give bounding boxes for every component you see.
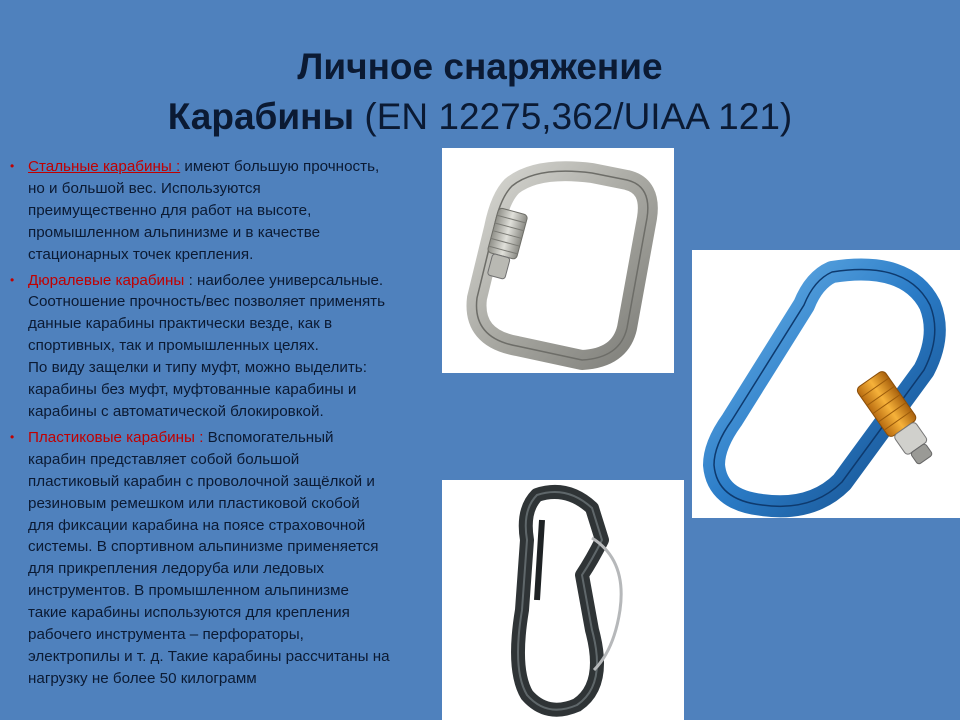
bullet-steel: [10, 156, 442, 266]
steel-carabiner-image: [442, 148, 674, 373]
bullet-dot-icon: •: [10, 429, 15, 444]
bullet-text: : наиболее универсальные.: [184, 271, 384, 289]
bullet-list: [10, 156, 442, 694]
bullet-text: резиновым ремешком или пластиковой скобой: [28, 494, 360, 512]
bullet-keyword: Пластиковые карабины :: [28, 428, 204, 446]
bullet-text: но и большой вес. Используются: [28, 179, 261, 197]
bullet-text: имеют большую прочность,: [180, 158, 380, 175]
title-line-2-bold: Карабины: [167, 96, 355, 137]
bullet-text: преимущественно для работ на высоте,: [28, 201, 312, 219]
title-line-2: [168, 96, 792, 137]
bullet-text: стационарных точек крепления.: [28, 245, 254, 263]
bullet-text: рабочего инструмента – перфораторы,: [28, 626, 304, 644]
bullet-text: пластиковый карабин с проволочной защёлкой и: [28, 472, 375, 490]
bullet-text: нагрузку не более 50 килограмм: [28, 669, 257, 687]
plastic-carabiner-image: [442, 480, 684, 720]
slide-title: [0, 42, 960, 142]
bullet-text: для фиксации карабина на поясе страховочной: [28, 516, 366, 534]
bullet-keyword: Стальные карабины :: [28, 158, 181, 175]
bullet-text: По виду защелки и типу муфт, можно выделить:: [28, 359, 367, 377]
bullet-text: промышленном альпинизме и в качестве: [28, 223, 321, 241]
bullet-dot-icon: •: [10, 272, 15, 287]
bullet-text: Вспомогательный: [203, 428, 334, 446]
bullet-text: электропилы и т. д. Такие карабины рассчитаны на: [28, 647, 390, 665]
bullet-text: карабины с автоматической блокировкой.: [28, 402, 324, 420]
bullet-keyword: Дюралевые карабины: [28, 271, 185, 289]
bullet-text: Соотношение прочность/вес позволяет применять: [28, 293, 386, 311]
aluminum-carabiner-image: [692, 250, 960, 518]
bullet-aluminum: [10, 270, 442, 423]
bullet-text: инструментов. В промышленном альпинизме: [28, 582, 349, 600]
bullet-text: системы. В спортивном альпинизме применяется: [28, 538, 379, 556]
bullet-plastic: [10, 427, 442, 690]
bullet-text: карабин представляет собой большой: [28, 450, 300, 468]
bullet-dot-icon: •: [10, 159, 15, 173]
bullet-text: данные карабины практически везде, как в: [28, 315, 333, 333]
bullet-text: такие карабины используются для крепления: [28, 604, 350, 622]
title-line-2-normal: (EN 12275,362/UIAA 121): [354, 96, 793, 137]
title-line-1: Личное снаряжение: [297, 46, 663, 87]
bullet-text: спортивных, так и промышленных целях.: [28, 337, 319, 355]
bullet-text: карабины без муфт, муфтованные карабины и: [28, 381, 357, 399]
bullet-text: для прикрепления ледоруба или ледовых: [28, 560, 324, 578]
